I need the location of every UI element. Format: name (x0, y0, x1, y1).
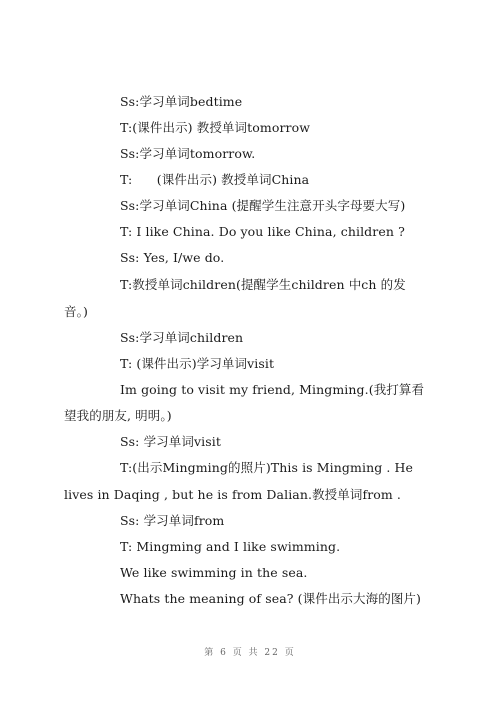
text-line: Ss: 学习单词visit (120, 434, 221, 449)
text-line: 音。) (64, 304, 88, 319)
text-line: T:(出示Mingming的照片)This is Mingming . He (120, 460, 414, 475)
text-line: Ss: 学习单词from (120, 513, 225, 528)
text-line: Ss:学习单词bedtime (120, 94, 243, 109)
text-line: T: (课件出示) 教授单词China (120, 172, 310, 187)
text-line: T: (课件出示)学习单词visit (120, 356, 275, 371)
text-line: Ss:学习单词tomorrow. (120, 146, 256, 161)
page-footer: 第 6 页 共 22 页 (204, 648, 296, 658)
text-line: 望我的朋友, 明明。) (64, 408, 172, 423)
text-line: Ss:学习单词China (提醒学生注意开头字母要大写) (120, 198, 406, 213)
text-line: T: I like China. Do you like China, children ? (120, 224, 405, 239)
text-line: Whats the meaning of sea? (课件出示大海的图片) (120, 591, 422, 606)
text-line: T: Mingming and I like swimming. (120, 539, 341, 554)
text-line: We like swimming in the sea. (120, 565, 308, 580)
text-line: Ss: Yes, I/we do. (120, 250, 225, 265)
text-line: Ss:学习单词children (120, 330, 244, 345)
text-line: T:(课件出示) 教授单词tomorrow (120, 120, 311, 135)
text-line: Im going to visit my friend, Mingming.(我打算看 (120, 382, 425, 397)
text-line: T:教授单词children(提醒学生children 中ch 的发 (120, 277, 406, 292)
text-line: lives in Daqing , but he is from Dalian.教授单词from . (64, 487, 401, 502)
